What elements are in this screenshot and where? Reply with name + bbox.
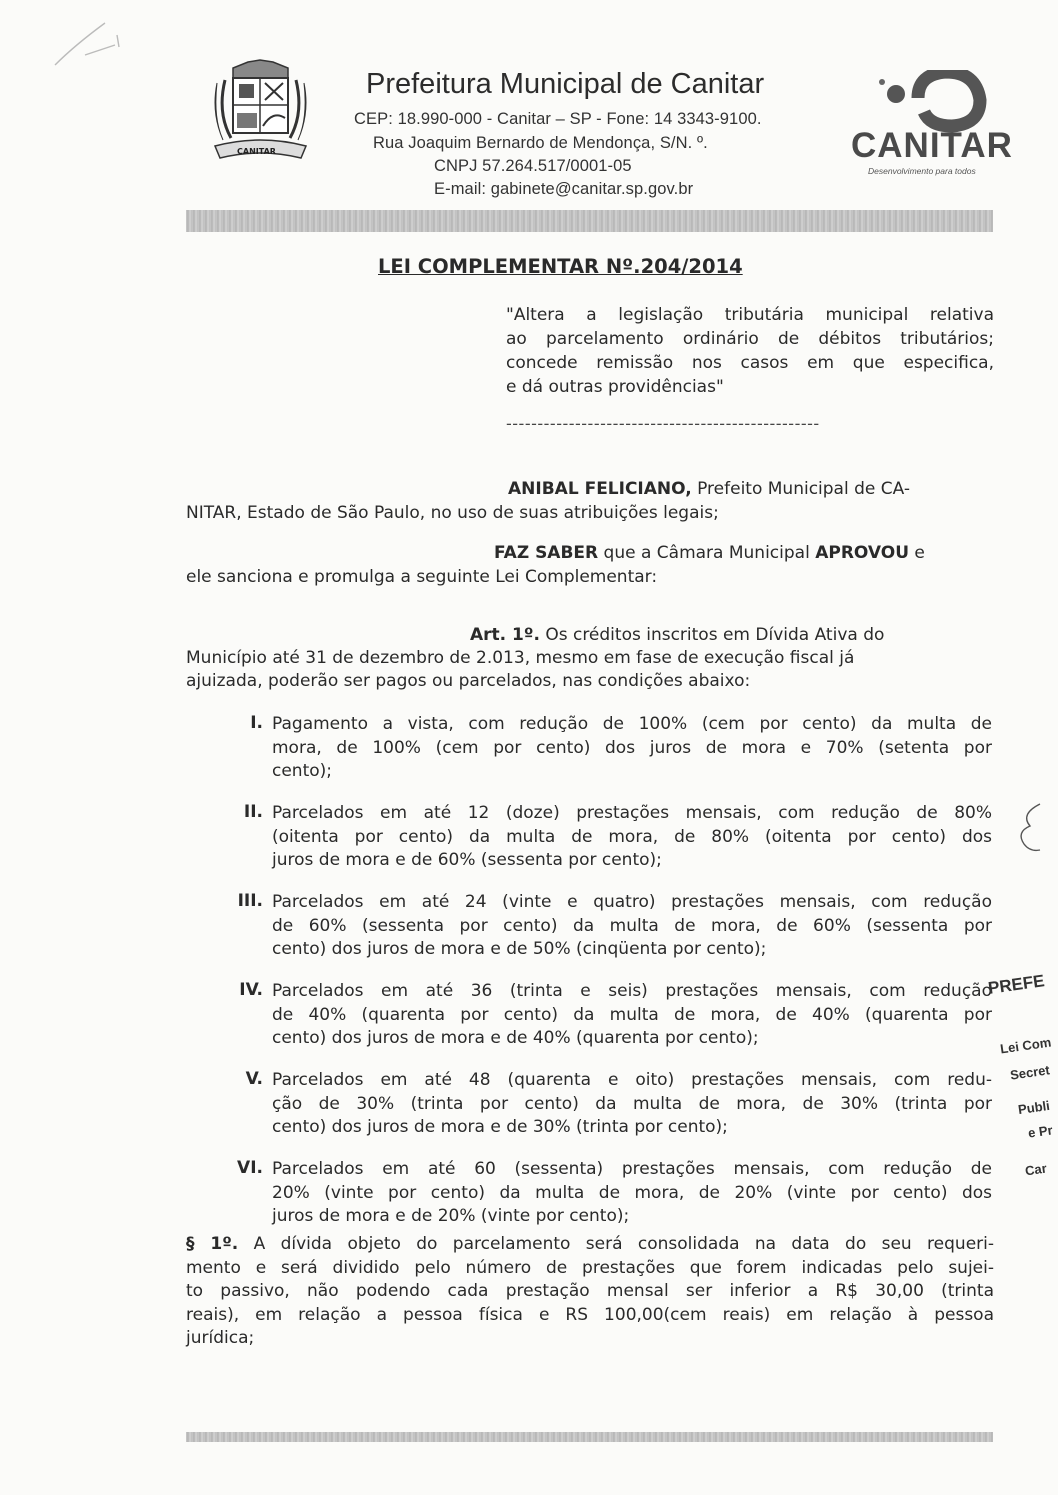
summary-line: concede remissão nos casos em que especifica, [506, 353, 994, 373]
paragraph-1-line1 [186, 1233, 994, 1257]
footer-divider [186, 1432, 993, 1442]
paragraph-1-text: A dívida objeto do parcelamento será consolidada na data do seu requeri- [238, 1234, 994, 1254]
item-text [272, 802, 992, 873]
item-number: IV. [239, 980, 263, 1000]
item-number: III. [237, 891, 263, 911]
intro-line1 [508, 479, 910, 499]
approved-word: APROVOU [815, 543, 910, 563]
law-summary [506, 303, 994, 399]
item-line: Parcelados em até 60 (sessenta) prestações mensais, com redução de [272, 1159, 992, 1179]
faz-saber-line1 [494, 543, 925, 563]
handwritten-mark-icon [1010, 800, 1050, 860]
item-line: Parcelados em até 48 (quarenta e oito) prestações mensais, com redu- [272, 1070, 992, 1090]
summary-separator: -------------------------------------------------- [506, 414, 820, 433]
header-cep: CEP: 18.990-000 - Canitar – SP - Fone: 14 3343-9100. [354, 110, 762, 128]
article-1-text: Os créditos inscritos em Dívida Ativa do [539, 625, 885, 645]
item-line: Parcelados em até 12 (doze) prestações mensais, com redução de 80% [272, 803, 992, 823]
item-line: de 60% (sessenta por cento) da multa de mora, de 60% (sessenta por [272, 915, 992, 936]
item-line: (oitenta por cento) da multa de mora, de 80% (oitenta por cento) dos [272, 826, 992, 847]
item-line: ção de 30% (trinta por cento) da multa de mora, de 30% (trinta por [272, 1093, 992, 1114]
item-line: juros de mora e de 60% (sessenta por cento); [272, 850, 662, 870]
header-divider [186, 210, 993, 232]
prefecture-name: Prefeitura Municipal de Canitar [366, 68, 765, 100]
item-line: Parcelados em até 36 (trinta e seis) prestações mensais, com redução [272, 981, 992, 1001]
mayor-name: ANIBAL FELICIANO, [508, 479, 692, 499]
article-1-line2: Município até 31 de dezembro de 2.013, mesmo em fase de execução fiscal já [186, 648, 855, 668]
item-line: cento) dos juros de mora e de 30% (trinta por cento); [272, 1117, 728, 1137]
paragraph-line: reais), em relação a pessoa física e RS 100,00(cem reais) em relação à pessoa [186, 1304, 994, 1325]
item-line: 20% (vinte por cento) da multa de mora, de 20% (vinte por cento) dos [272, 1182, 992, 1203]
stamp-text: Lei Com [999, 1034, 1053, 1057]
stamp-text: e Pr [1027, 1122, 1054, 1141]
paragraph-1 [186, 1233, 994, 1351]
logo-wordmark: CANITAR [851, 126, 1013, 165]
item-number: II. [243, 802, 263, 822]
header-address: Rua Joaquim Bernardo de Mendonça, S/N. º. [373, 134, 708, 152]
header-cnpj: CNPJ 57.264.517/0001-05 [434, 157, 632, 175]
intro-text: Prefeito Municipal de CA- [691, 479, 911, 499]
item-line: Pagamento a vista, com redução de 100% (cem por cento) da multa de [272, 714, 992, 734]
item-text [272, 1069, 992, 1140]
faz-saber-line2: ele sanciona e promulga a seguinte Lei Complementar: [186, 567, 658, 587]
summary-line: ao parcelamento ordinário de débitos tributários; [506, 329, 994, 349]
stamp-text: Publi [1017, 1097, 1051, 1118]
item-number: VI. [237, 1158, 263, 1178]
item-text [272, 891, 992, 962]
item-text [272, 713, 992, 784]
summary-line: "Altera a legislação tributária municipal relativa [506, 305, 994, 325]
item-line: cento); [272, 761, 333, 781]
article-1-line1 [470, 625, 884, 645]
item-line: juros de mora e de 20% (vinte por cento); [272, 1206, 630, 1226]
law-title: LEI COMPLEMENTAR Nº.204/2014 [378, 255, 743, 278]
corner-scribble-icon [45, 15, 135, 85]
item-number: I. [250, 713, 263, 733]
header-email: E-mail: gabinete@canitar.sp.gov.br [434, 180, 694, 198]
faz-saber-end: e [909, 543, 925, 563]
item-text [272, 980, 992, 1051]
stamp-text: PREFE [986, 971, 1046, 998]
summary-line: e dá outras providências" [506, 377, 724, 397]
item-line: mora, de 100% (cem por cento) dos juros de mora e 70% (setenta por [272, 737, 992, 758]
item-text [272, 1158, 992, 1229]
paragraph-line: jurídica; [186, 1328, 255, 1348]
item-line: Parcelados em até 24 (vinte e quatro) prestações mensais, com redução [272, 892, 992, 912]
paragraph-1-label: § 1º. [186, 1234, 239, 1254]
stamp-text: Car [1024, 1160, 1048, 1179]
article-1-label: Art. 1º. [470, 625, 540, 645]
paragraph-line: mento e será dividido pelo número de prestações que forem indicadas pelo sujei- [186, 1257, 994, 1278]
paragraph-line: to passivo, não podendo cada prestação mensal ser inferior a R$ 30,00 (trinta [186, 1281, 994, 1301]
item-line: cento) dos juros de mora e de 40% (quarenta por cento); [272, 1028, 759, 1048]
item-line: de 40% (quarenta por cento) da multa de mora, de 40% (quarenta por [272, 1004, 992, 1025]
intro-line2: NITAR, Estado de São Paulo, no uso de suas atribuições legais; [186, 503, 719, 523]
faz-saber-text: que a Câmara Municipal [598, 543, 816, 563]
logo-tagline: Desenvolvimento para todos [868, 166, 976, 176]
item-line: cento) dos juros de mora e de 50% (cinqüenta por cento); [272, 939, 767, 959]
stamp-text: Secret [1009, 1062, 1051, 1083]
article-1-line3: ajuizada, poderão ser pagos ou parcelados, nas condições abaixo: [186, 671, 751, 691]
item-number: V. [245, 1069, 263, 1089]
coat-label: CANITAR [237, 147, 276, 156]
faz-saber-lead: FAZ SABER [494, 543, 599, 563]
